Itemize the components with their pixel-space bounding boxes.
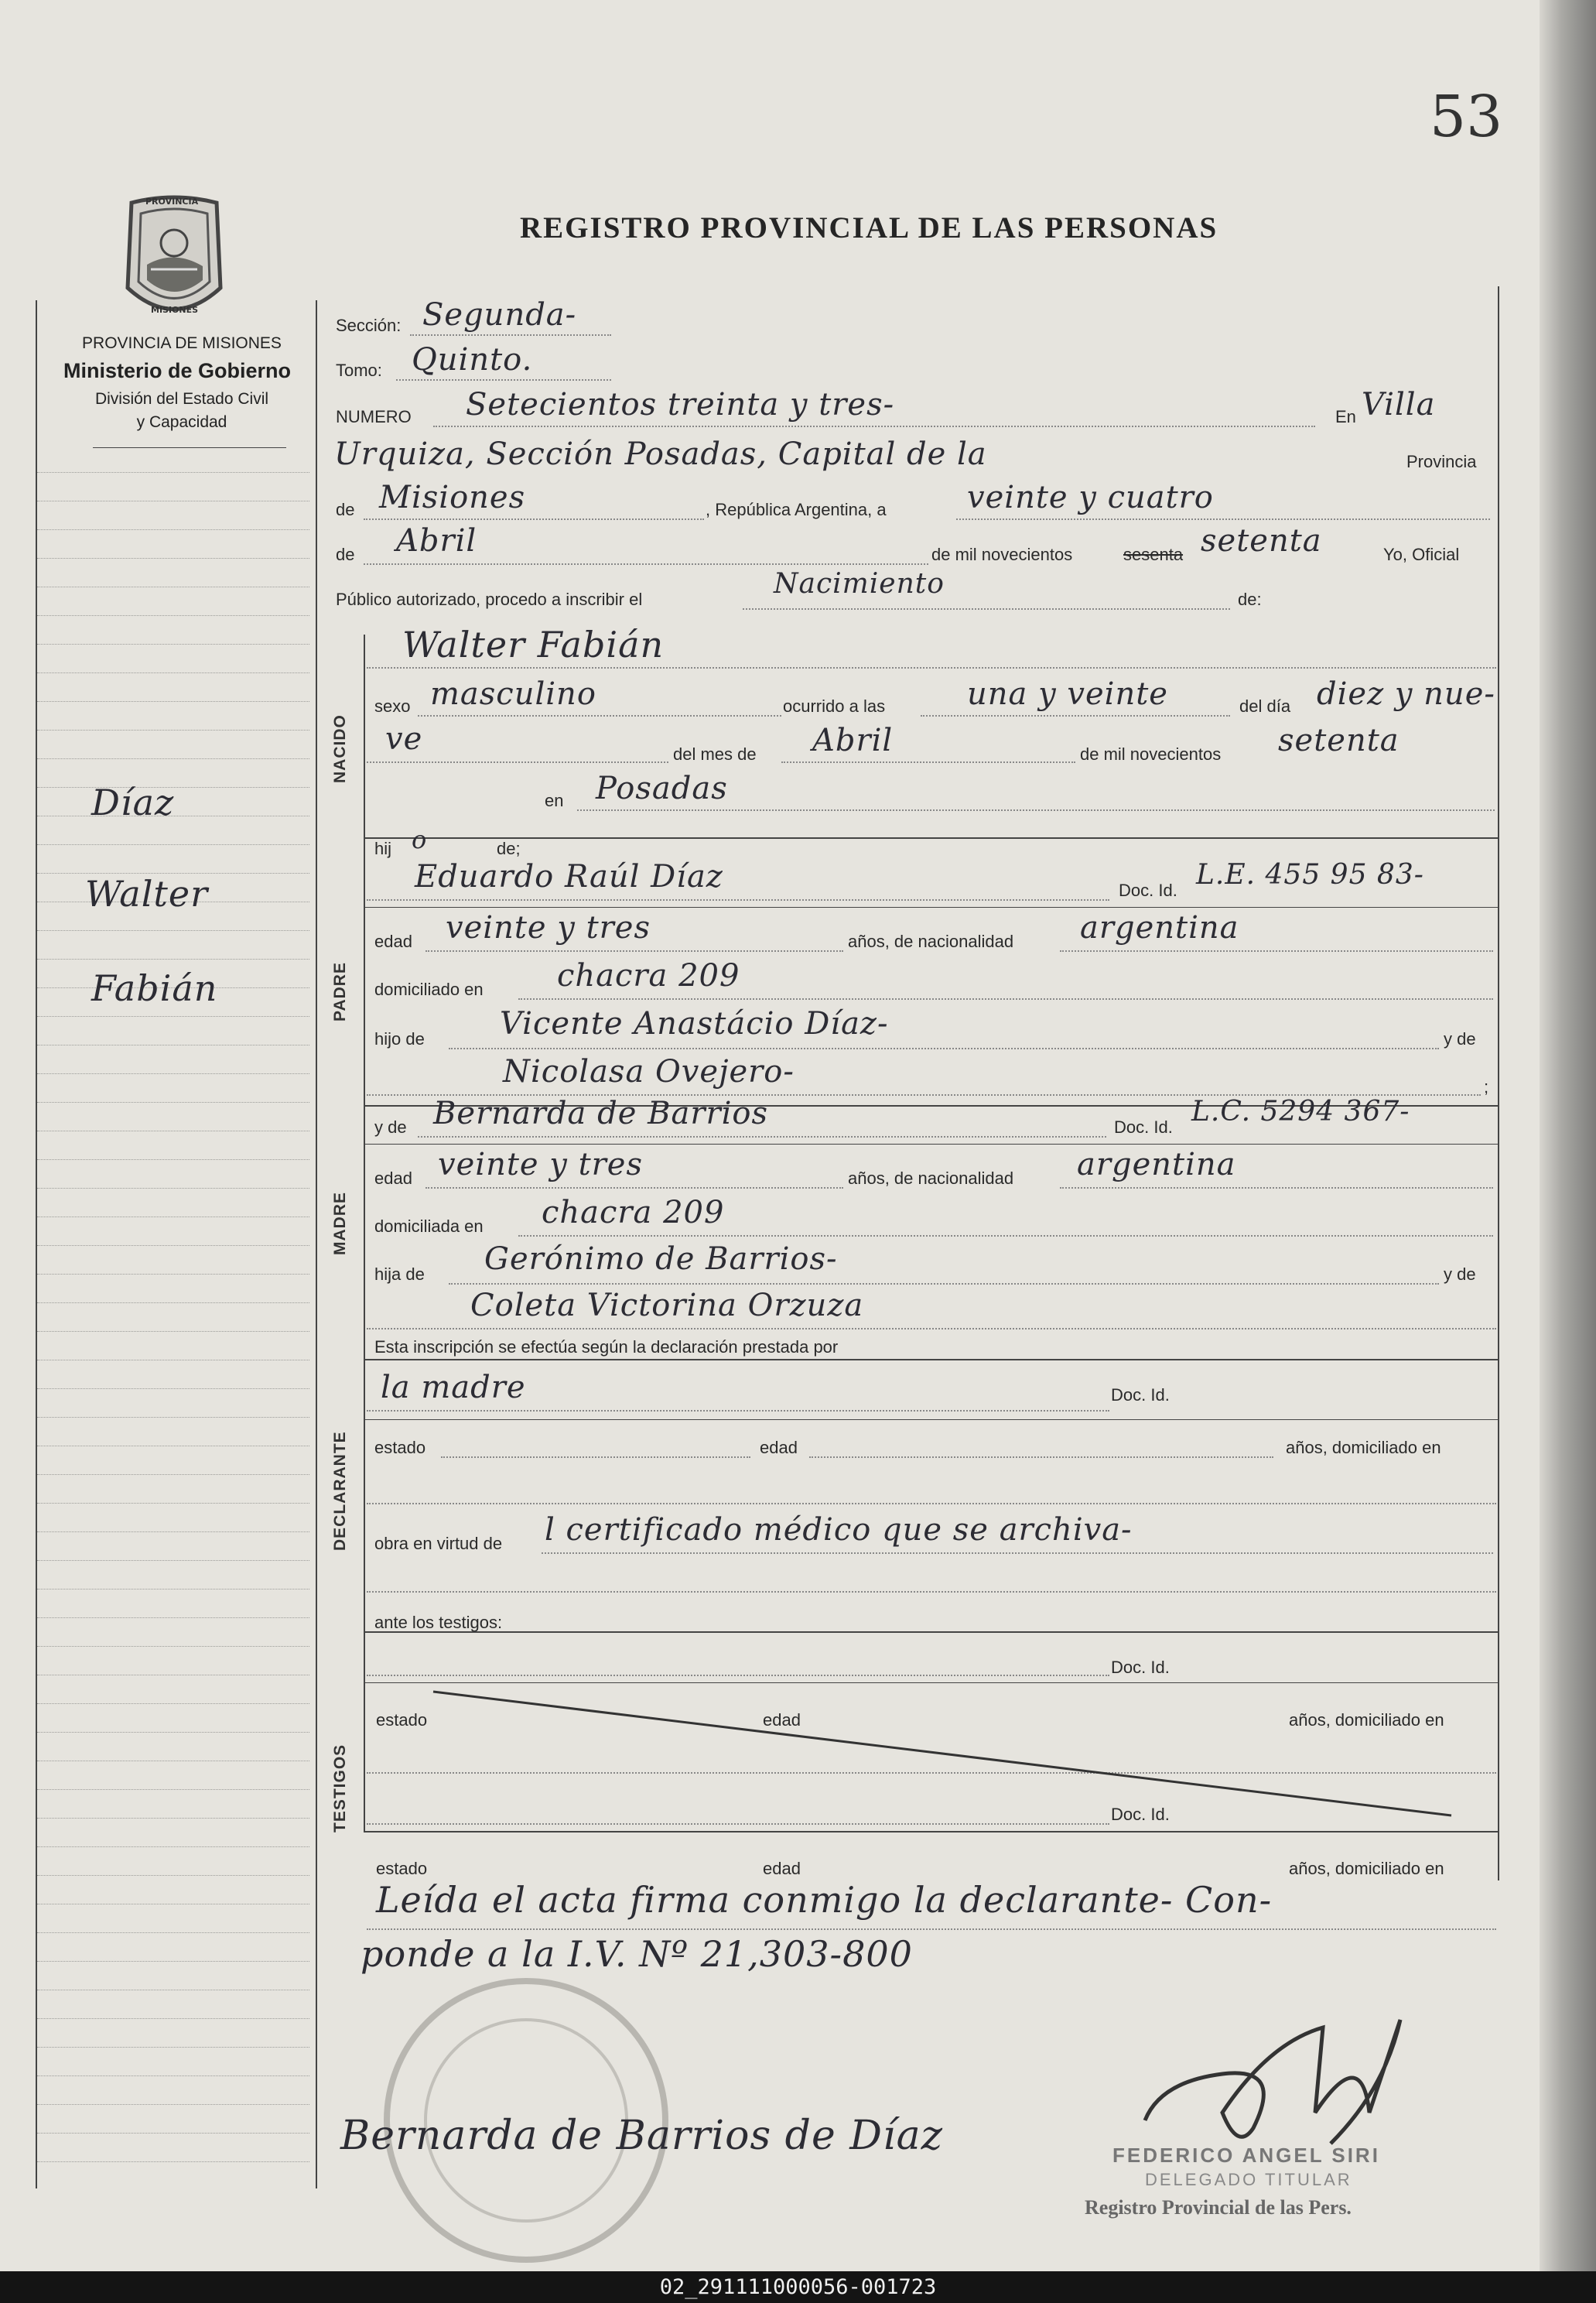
label-de-prov: de (336, 500, 355, 519)
value-sexo: masculino (430, 676, 596, 712)
label-madre-dom: domiciliada en (374, 1217, 484, 1236)
label-madre-doc: Doc. Id. (1114, 1117, 1173, 1137)
label-madre-edad: edad (374, 1169, 412, 1188)
value-en-villa: Villa (1362, 387, 1436, 423)
value-nota-1: Leída el acta firma conmigo la declarante- Con- (376, 1879, 1273, 1921)
dots-nota-1 (367, 1928, 1496, 1930)
section-madre: MADRE (331, 1192, 349, 1255)
stamp-role: DELEGADO TITULAR (1145, 2170, 1352, 2189)
page-number: 53 (1430, 84, 1503, 150)
value-seccion: Segunda- (422, 297, 577, 333)
label-obra: obra en virtud de (374, 1534, 503, 1553)
label-testigo2-estado: estado (376, 1859, 428, 1878)
value-madre-nombre: Bernarda de Barrios (433, 1096, 768, 1131)
label-yo-oficial: Yo, Oficial (1383, 545, 1460, 564)
label-y-de-madre: y de (374, 1117, 407, 1137)
label-tomo: Tomo: (336, 361, 382, 380)
value-dia: diez y nue- (1317, 676, 1495, 712)
label-publico: Público autorizado, procedo a inscribir el (336, 590, 643, 609)
value-padre-nac: argentina (1080, 910, 1239, 946)
section-nacido: NACIDO (331, 714, 349, 783)
label-testigo2-dom: años, domiciliado en (1289, 1859, 1444, 1878)
declarant-signature: Bernarda de Barrios de Díaz (340, 2113, 943, 2159)
value-fecha-dia: veinte y cuatro (967, 480, 1214, 515)
label-de-semicolon: de; (497, 839, 521, 858)
label-declarante-dom: años, domiciliado en (1286, 1438, 1441, 1457)
value-anio-nac: setenta (1278, 723, 1399, 758)
label-ocurrido: ocurrido a las (783, 696, 886, 716)
label-de-mil-nov: de mil novecientos (1080, 744, 1222, 764)
value-anio: setenta (1201, 523, 1322, 559)
label-testigo1-edad: edad (763, 1710, 801, 1730)
stamp-name: FEDERICO ANGEL SIRI (1112, 2144, 1380, 2167)
stamp-office: Registro Provincial de las Pers. (1085, 2196, 1352, 2219)
value-madre-padre: Gerónimo de Barrios- (484, 1241, 838, 1277)
value-mes: Abril (812, 723, 894, 758)
value-padre-dom: chacra 209 (557, 958, 740, 994)
label-ante-testigos: ante los testigos: (374, 1613, 503, 1632)
value-padre-doc: L.E. 455 95 83- (1196, 859, 1424, 891)
margin-note-name: Walter (85, 873, 209, 915)
section-padre: PADRE (331, 962, 349, 1021)
value-padre-nombre: Eduardo Raúl Díaz (415, 859, 723, 895)
division-line-1: División del Estado Civil (94, 390, 269, 408)
label-hij: hij (374, 839, 392, 858)
value-fecha-mes: Abril (396, 523, 477, 559)
label-sexo: sexo (374, 696, 411, 716)
label-madre-hija-de: hija de (374, 1264, 425, 1284)
value-padre-edad: veinte y tres (446, 910, 651, 946)
value-numero: Setecientos treinta y tres- (466, 387, 895, 423)
label-padre-semicolon: ; (1484, 1077, 1489, 1097)
label-sesenta-struck: sesenta (1123, 545, 1184, 564)
province-name: PROVINCIA DE MISIONES (82, 334, 282, 352)
label-padre-y-de: y de (1444, 1029, 1476, 1049)
label-republica: , República Argentina, a (706, 500, 887, 519)
label-inscripcion: Esta inscripción se efectúa según la declaración prestada por (374, 1337, 839, 1357)
value-padre-madre: Nicolasa Ovejero- (503, 1054, 795, 1090)
value-madre-dom: chacra 209 (542, 1195, 725, 1230)
label-de-colon: de: (1238, 590, 1262, 609)
value-madre-nac: argentina (1077, 1147, 1236, 1182)
official-signature-icon (1130, 1997, 1439, 2167)
label-testigo2-doc: Doc. Id. (1111, 1805, 1170, 1824)
label-padre-edad: edad (374, 932, 412, 951)
label-declarante-estado: estado (374, 1438, 426, 1457)
label-numero: NUMERO (336, 407, 412, 426)
label-declarante-doc: Doc. Id. (1111, 1385, 1170, 1405)
label-testigo1-dom: años, domiciliado en (1289, 1710, 1444, 1730)
division-line-2: y Capacidad (136, 413, 227, 431)
value-acto: Nacimiento (774, 568, 945, 600)
label-en: En (1335, 407, 1356, 426)
label-madre-y-de: y de (1444, 1264, 1476, 1284)
seal-text-bottom: MISIONES (151, 305, 199, 315)
seal-text-top: PROVINCIA (145, 197, 199, 207)
value-hijo-suffix: o (412, 825, 428, 854)
label-de-mil: de mil novecientos (931, 545, 1073, 564)
label-del-dia: del día (1239, 696, 1291, 716)
value-obra: l certificado médico que se archiva- (545, 1512, 1133, 1548)
margin-note-middle-name: Fabián (91, 967, 218, 1009)
value-lugar-nac: Posadas (596, 771, 728, 806)
label-testigo1-estado: estado (376, 1710, 428, 1730)
label-de-mes: de (336, 545, 355, 564)
value-provincia: Misiones (379, 480, 526, 515)
label-en-lugar: en (545, 791, 564, 810)
label-padre-dom: domiciliado en (374, 980, 484, 999)
value-hora: una y veinte (967, 676, 1168, 712)
image-id-footer: 02_291111000056-001723 (0, 2271, 1596, 2303)
section-declarante: DECLARANTE (331, 1431, 349, 1551)
label-provincia: Provincia (1406, 452, 1477, 471)
value-nota-2: ponde a la I.V. Nº 21,303-800 (361, 1933, 913, 1975)
label-madre-nac: años, de nacionalidad (848, 1169, 1014, 1188)
value-nombre: Walter Fabián (402, 624, 665, 666)
value-tomo: Quinto. (412, 342, 533, 378)
ministry-name: Ministerio de Gobierno (63, 359, 292, 382)
label-padre-nac: años, de nacionalidad (848, 932, 1014, 951)
value-lugar-line: Urquiza, Sección Posadas, Capital de la (334, 436, 987, 472)
margin-note-surname: Díaz (91, 782, 175, 823)
value-padre-padre: Vicente Anastácio Díaz- (500, 1006, 889, 1042)
value-madre-doc: L.C. 5294 367- (1191, 1096, 1410, 1128)
label-padre-hijo-de: hijo de (374, 1029, 425, 1049)
value-madre-madre: Coleta Victorina Orzuza (470, 1288, 864, 1323)
document-title: REGISTRO PROVINCIAL DE LAS PERSONAS (520, 211, 1218, 245)
value-dia-cont: ve (385, 721, 423, 757)
label-seccion: Sección: (336, 316, 402, 335)
label-del-mes: del mes de (673, 744, 757, 764)
label-declarante-edad: edad (760, 1438, 798, 1457)
label-testigo2-edad: edad (763, 1859, 801, 1878)
section-testigos: TESTIGOS (331, 1744, 349, 1832)
value-madre-edad: veinte y tres (438, 1147, 643, 1182)
label-testigo1-doc: Doc. Id. (1111, 1658, 1170, 1677)
value-declarante: la madre (381, 1370, 526, 1405)
label-padre-doc: Doc. Id. (1119, 881, 1177, 900)
